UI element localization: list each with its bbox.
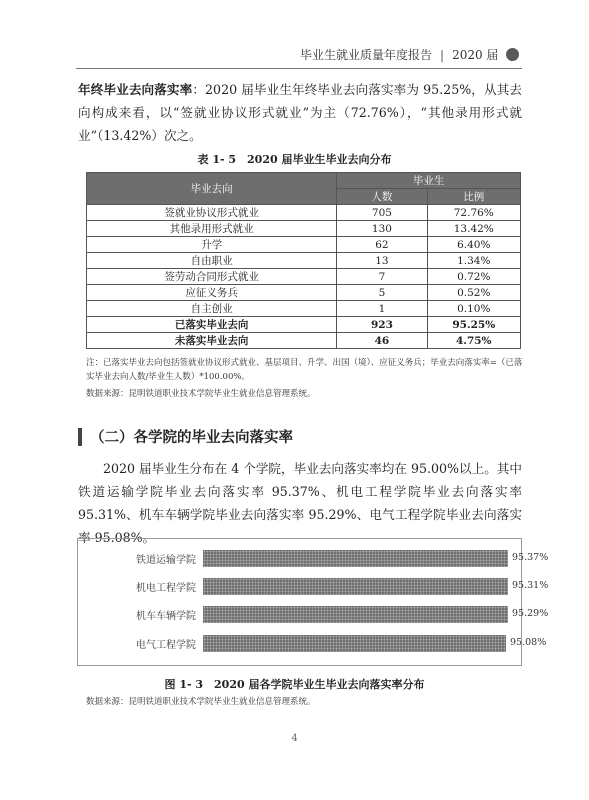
table-summary-row: [87, 317, 521, 333]
summary-label: 已落实毕业去向: [87, 317, 337, 333]
row-label: 签就业协议形式就业: [87, 205, 337, 221]
row-pct: 6.40%: [427, 237, 520, 253]
header-dot-icon: [506, 48, 519, 61]
row-pct: 0.10%: [427, 301, 520, 317]
summary-label: 未落实毕业去向: [87, 333, 337, 349]
page-header: [300, 46, 519, 63]
table-row: [87, 237, 521, 253]
section-marker: [78, 428, 82, 446]
chart-value-label: 95.31%: [512, 580, 549, 591]
chart-bar: [203, 578, 508, 595]
chart-category-label: 机车车辆学院: [136, 611, 196, 622]
header-year: 2020 届: [452, 48, 499, 62]
chart-bar: [203, 635, 506, 652]
intro-paragraph: [78, 78, 522, 147]
row-pct: 72.76%: [427, 205, 520, 221]
row-pct: 0.72%: [427, 269, 520, 285]
college-rate-chart: [77, 538, 549, 666]
row-pct: 13.42%: [427, 221, 520, 237]
table-note: 注：已落实毕业去向包括签就业协议形式就业、基层项目、升学、出国（境）、应征义务兵；毕业去向落实率=（已落实毕业去向人数/毕业生人数）*100.00%。: [86, 358, 523, 382]
table-row: [87, 285, 521, 301]
header-separator: |: [440, 47, 445, 62]
summary-count: 46: [337, 333, 427, 349]
row-count: 5: [337, 285, 427, 301]
chart-value-label: 95.29%: [512, 608, 549, 619]
summary-pct: 4.75%: [427, 333, 520, 349]
section-heading: [78, 426, 293, 447]
row-label: 自主创业: [87, 301, 337, 317]
row-count: 1: [337, 301, 427, 317]
table-row: [87, 205, 521, 221]
chart-category-label: 铁道运输学院: [136, 555, 196, 566]
table-sub-header-pct: 比例: [427, 189, 520, 205]
header-title: 毕业生就业质量年度报告: [300, 48, 433, 62]
page-number: 4: [291, 733, 298, 744]
table-row: [87, 221, 521, 237]
table-col-header: 毕业去向: [87, 173, 337, 205]
table-caption: 表 1- 5 2020 届毕业生毕业去向分布: [197, 153, 392, 166]
destination-table: [86, 172, 521, 349]
row-label: 自由职业: [87, 253, 337, 269]
table-sub-header-count: 人数: [337, 189, 427, 205]
table-row: [87, 253, 521, 269]
row-label: 应征义务兵: [87, 285, 337, 301]
row-count: 7: [337, 269, 427, 285]
section-paragraph: 2020 届毕业生分布在 4 个学院，毕业去向落实率均在 95.00%以上。其中铁道运输学院毕业去向落实率 95.37%、机电工程学院毕业去向落实率 95.31%、机车车辆学院毕业去向落实率 95.29%、电气工程学院毕业去向落实率 95.08%。: [78, 461, 522, 545]
intro-text: ：2020 届毕业生年终毕业去向落实率为 95.25%，从其去向构成来看，以“签就业协议形式就业”为主（72.76%），“其他录用形式就业”（13.42%）次之。: [78, 82, 523, 143]
chart-value-label: 95.37%: [512, 552, 549, 563]
table-group-header: 毕业生: [337, 173, 521, 189]
table-row: [87, 301, 521, 317]
table-source: 数据来源：昆明铁道职业技术学院毕业生就业信息管理系统。: [86, 389, 316, 399]
summary-pct: 95.25%: [427, 317, 520, 333]
section-title: （二）各学院的毕业去向落实率: [90, 430, 293, 446]
summary-count: 923: [337, 317, 427, 333]
chart-category-label: 机电工程学院: [136, 583, 196, 594]
row-count: 705: [337, 205, 427, 221]
table-row: [87, 269, 521, 285]
intro-lead: 年终毕业去向落实率: [78, 82, 193, 97]
chart-source: 数据来源：昆明铁道职业技术学院毕业生就业信息管理系统。: [86, 697, 316, 707]
row-count: 62: [337, 237, 427, 253]
row-count: 130: [337, 221, 427, 237]
row-label: 升学: [87, 237, 337, 253]
row-label: 签劳动合同形式就业: [87, 269, 337, 285]
row-pct: 1.34%: [427, 253, 520, 269]
chart-bar: [203, 606, 508, 623]
header-rule: [76, 68, 522, 69]
row-pct: 0.52%: [427, 285, 520, 301]
chart-bar: [203, 550, 508, 567]
chart-value-label: 95.08%: [510, 637, 547, 648]
chart-category-label: 电气工程学院: [136, 640, 196, 651]
row-label: 其他录用形式就业: [87, 221, 337, 237]
row-count: 13: [337, 253, 427, 269]
table-summary-row: [87, 333, 521, 349]
chart-caption: 图 1- 3 2020 届各学院毕业生毕业去向落实率分布: [164, 678, 425, 691]
